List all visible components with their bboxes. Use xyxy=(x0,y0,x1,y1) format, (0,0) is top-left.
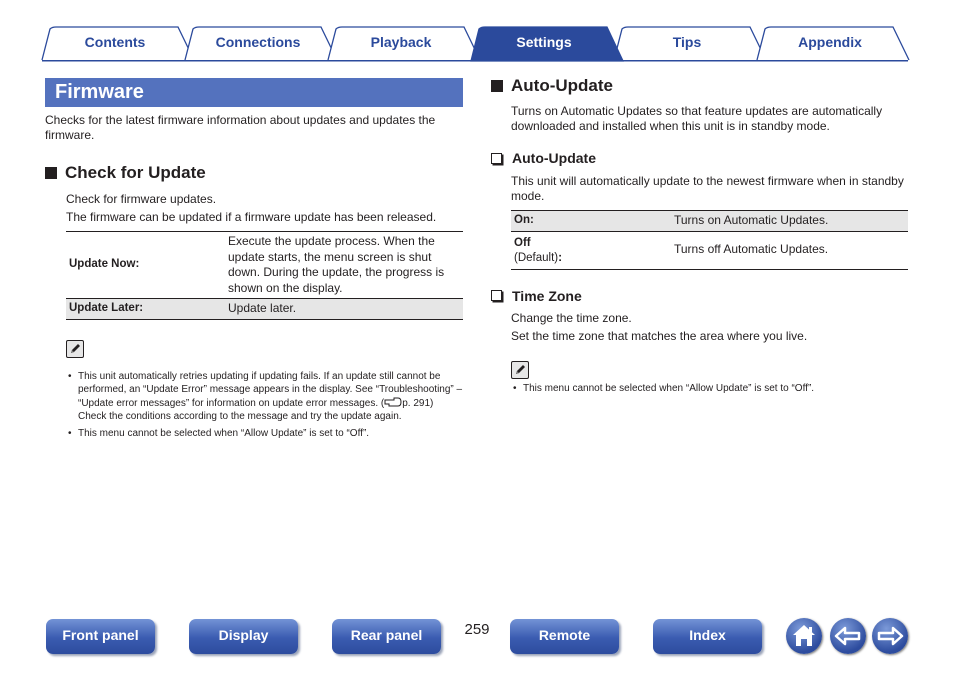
pencil-note-icon xyxy=(511,361,529,379)
left-column xyxy=(45,78,463,440)
rear-panel-button[interactable]: Rear panel xyxy=(332,619,441,654)
check-for-update-heading xyxy=(45,163,463,183)
option-value: Turns off Automatic Updates. xyxy=(671,231,908,269)
note-1-cont: Check the conditions according to the message and try the update again. xyxy=(78,411,402,422)
option-value: Update later. xyxy=(225,299,463,320)
option-key: Off xyxy=(514,236,531,249)
home-button[interactable] xyxy=(786,618,822,654)
back-arrow-icon xyxy=(830,618,866,654)
tab-settings[interactable]: Settings xyxy=(516,34,572,50)
tab-bar xyxy=(0,0,954,64)
forward-arrow-icon xyxy=(872,618,908,654)
square-bullet-icon xyxy=(491,80,503,92)
forward-button[interactable] xyxy=(872,618,908,654)
auto-update-heading-text: Auto-Update xyxy=(511,76,613,95)
table-row xyxy=(66,299,463,320)
auto-update-sub-desc: This unit will automatically update to the newest firmware when in standby mode. xyxy=(511,174,904,203)
index-button[interactable]: Index xyxy=(653,619,762,654)
tab-bar-graphic xyxy=(0,0,954,64)
display-button[interactable]: Display xyxy=(189,619,298,654)
back-button[interactable] xyxy=(830,618,866,654)
note-2-text: This menu cannot be selected when “Allow Update” is set to “Off”. xyxy=(78,427,370,439)
pencil-icon xyxy=(67,341,83,357)
list-item xyxy=(66,370,463,424)
tab-appendix[interactable]: Appendix xyxy=(798,34,862,50)
list-item xyxy=(66,427,463,441)
auto-update-subheading xyxy=(491,149,908,167)
list-item xyxy=(511,382,908,396)
time-zone-desc-2: Set the time zone that matches the area where you live. xyxy=(511,328,808,343)
option-colon: : xyxy=(558,249,563,264)
check-desc-2: The firmware can be updated if a firmware update has been released. xyxy=(66,210,437,224)
firmware-intro: Checks for the latest firmware information about updates and updates the firmware. xyxy=(45,113,436,142)
auto-update-subheading-text: Auto-Update xyxy=(512,150,596,166)
table-row xyxy=(66,232,463,299)
square-bullet-icon xyxy=(45,167,57,179)
auto-update-heading xyxy=(491,76,908,96)
update-options-table xyxy=(66,231,463,320)
check-desc-1: Check for firmware updates. xyxy=(66,192,217,206)
tab-connections[interactable]: Connections xyxy=(215,34,301,50)
time-zone-desc-1: Change the time zone. xyxy=(511,310,632,325)
note-text: This menu cannot be selected when “Allow Update” is set to “Off”. xyxy=(523,382,815,394)
option-key-cell xyxy=(511,231,671,269)
remote-button[interactable]: Remote xyxy=(510,619,619,654)
option-value: Execute the update process. When the update starts, the menu screen is shut down. During the update, the progress is shown on the display. xyxy=(225,232,463,299)
checkbox-bullet-icon xyxy=(491,290,502,301)
note-1-text: This unit automatically retries updating if updating fails. If an update still cannot be performed, an “Update Error” message appears in the display. See “Troubleshooting” – “Update error messages” for information on update error messages. ( xyxy=(78,370,463,409)
default-label: (Default) xyxy=(514,251,559,264)
pencil-icon xyxy=(512,362,528,378)
option-key: Update Later: xyxy=(66,299,225,320)
tab-contents[interactable]: Contents xyxy=(84,34,146,50)
auto-update-desc: Turns on Automatic Updates so that feature updates are automatically downloaded and installed when this unit is in standby mode. xyxy=(511,104,883,133)
page-title: Firmware xyxy=(45,78,463,107)
option-value: Turns on Automatic Updates. xyxy=(671,211,908,232)
page-number: 259 xyxy=(464,621,490,638)
front-panel-button[interactable]: Front panel xyxy=(46,619,155,654)
notes-list xyxy=(66,370,463,441)
checkbox-bullet-icon xyxy=(491,153,502,164)
right-column xyxy=(491,76,908,395)
pointing-hand-icon xyxy=(384,397,402,407)
check-for-update-heading-text: Check for Update xyxy=(65,163,206,182)
option-key: Update Now: xyxy=(66,232,225,299)
notes-list xyxy=(511,382,908,396)
note-1-ref[interactable]: p. 291) xyxy=(402,397,434,409)
option-key: On: xyxy=(511,211,671,232)
table-row xyxy=(511,211,908,232)
auto-update-options-table xyxy=(511,210,908,270)
home-icon xyxy=(786,618,822,654)
time-zone-heading-text: Time Zone xyxy=(512,287,582,304)
time-zone-heading xyxy=(491,287,908,305)
pencil-note-icon xyxy=(66,340,84,358)
tab-playback[interactable]: Playback xyxy=(370,34,432,50)
table-row xyxy=(511,231,908,269)
tab-tips[interactable]: Tips xyxy=(672,34,702,50)
